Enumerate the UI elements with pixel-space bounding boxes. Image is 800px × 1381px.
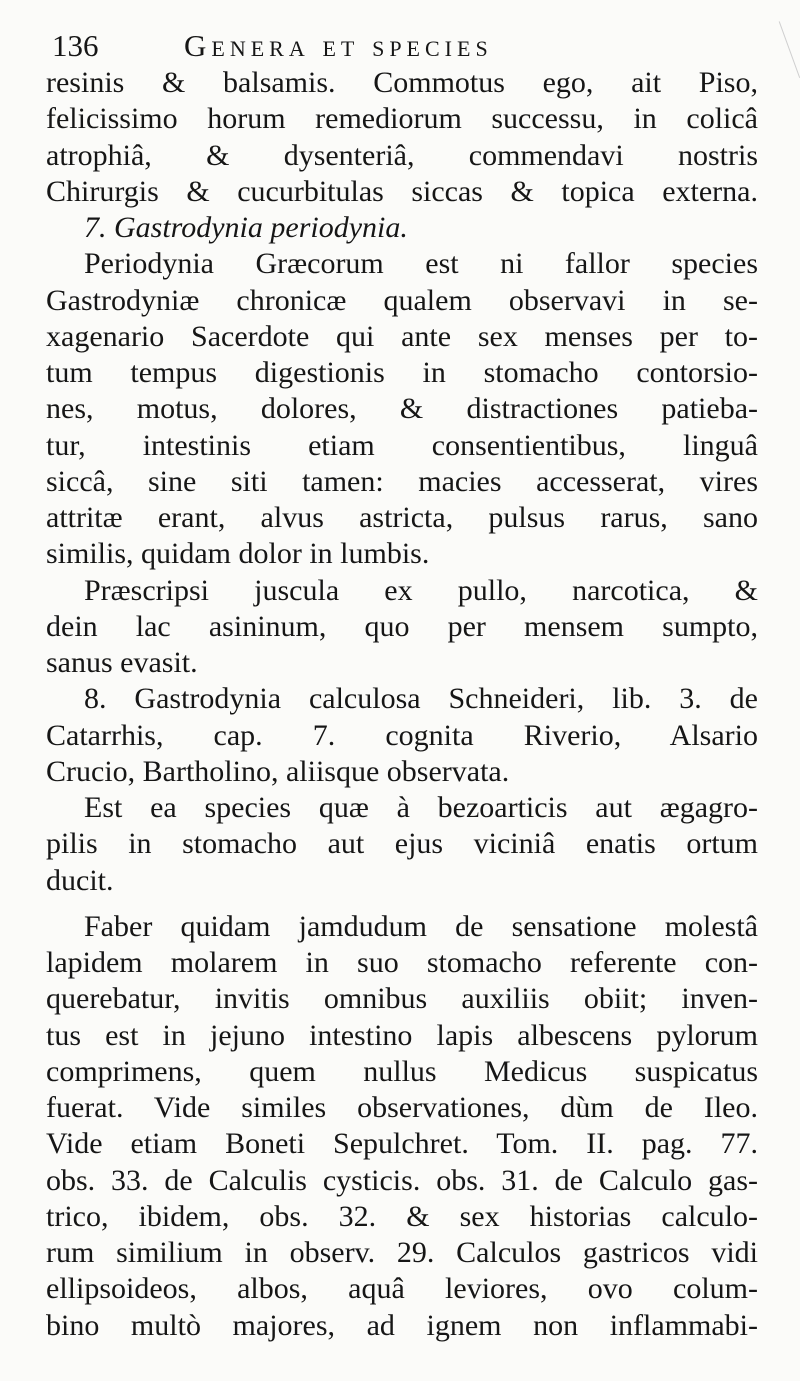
- section-heading-8: 8. Gastrodynia calculosa Schneideri, lib. 3. de: [84, 682, 758, 716]
- text-line: comprimens, quem nullus Medicus suspicatus: [46, 1054, 758, 1088]
- text-line: xagenario Sacerdote qui ante sex menses per to-: [46, 319, 758, 353]
- text-line: pilis in stomacho aut ejus viciniâ enatis ortum: [46, 827, 758, 861]
- paragraph-gap: [46, 899, 758, 909]
- text-line: felicissimo horum remediorum successu, in colicâ: [46, 102, 758, 136]
- text-line: Est ea species quæ à bezoarticis aut ægagro-: [84, 791, 758, 824]
- text-line: rum similium in observ. 29. Calculos gastricos vidi: [46, 1236, 758, 1269]
- text-line: tus est in jejuno intestino lapis albescens pylorum: [46, 1018, 758, 1052]
- text-line: fuerat. Vide similes observationes, dùm de Ileo.: [46, 1091, 758, 1124]
- text-line: bino multò majores, ad ignem non inflammabi-: [46, 1308, 758, 1342]
- text-line: Periodynia Græcorum est ni fallor species: [84, 247, 758, 281]
- body-text: [46, 65, 758, 1344]
- page-number: 136: [52, 28, 99, 63]
- text-line: obs. 33. de Calculis cysticis. obs. 31. de Calculo gas-: [46, 1163, 758, 1197]
- text-line: ellipsoideos, albos, aquâ leviores, ovo colum-: [46, 1272, 758, 1306]
- section-heading-7: 7. Gastrodynia periodynia.: [84, 211, 408, 244]
- text-line: nes, motus, dolores, & distractiones patieba-: [46, 392, 758, 426]
- text-line: siccâ, sine siti tamen: macies accesserat, vires: [46, 464, 758, 498]
- text-line: lapidem molarem in suo stomacho referente con-: [46, 946, 758, 979]
- running-title: Genera et species: [184, 28, 493, 63]
- text-line: similis, quidam dolor in lumbis.: [46, 537, 430, 571]
- page-edge-mark: [777, 21, 800, 78]
- text-line: Vide etiam Boneti Sepulchret. Tom. II. pag. 77.: [46, 1127, 758, 1161]
- text-line: resinis & balsamis. Commotus ego, ait Piso,: [46, 66, 758, 99]
- text-line: Præscripsi juscula ex pullo, narcotica, &: [84, 573, 758, 607]
- text-line: dein lac asininum, quo per mensem sumpto,: [46, 609, 758, 643]
- text-line: Faber quidam jamdudum de sensatione molestâ: [84, 909, 758, 943]
- text-line: Chirurgis & cucurbitulas siccas & topica externa.: [46, 174, 758, 208]
- text-line: querebatur, invitis omnibus auxiliis obiit; inven-: [46, 982, 758, 1016]
- text-line: sanus evasit.: [46, 646, 198, 679]
- text-line: atrophiâ, & dysenteriâ, commendavi nostris: [46, 138, 758, 172]
- text-line: ducit.: [46, 863, 114, 897]
- page-header: [52, 28, 752, 68]
- text-line: tum tempus digestionis in stomacho contorsio-: [46, 356, 758, 389]
- text-line: Gastrodyniæ chronicæ qualem observavi in se-: [46, 283, 758, 317]
- text-line: trico, ibidem, obs. 32. & sex historias calculo-: [46, 1199, 758, 1233]
- text-line: Crucio, Bartholino, aliisque observata.: [46, 754, 510, 788]
- text-line: attritæ erant, alvus astricta, pulsus rarus, sano: [46, 501, 758, 534]
- text-line: tur, intestinis etiam consentientibus, linguâ: [46, 428, 758, 462]
- text-line: Catarrhis, cap. 7. cognita Riverio, Alsario: [46, 718, 758, 752]
